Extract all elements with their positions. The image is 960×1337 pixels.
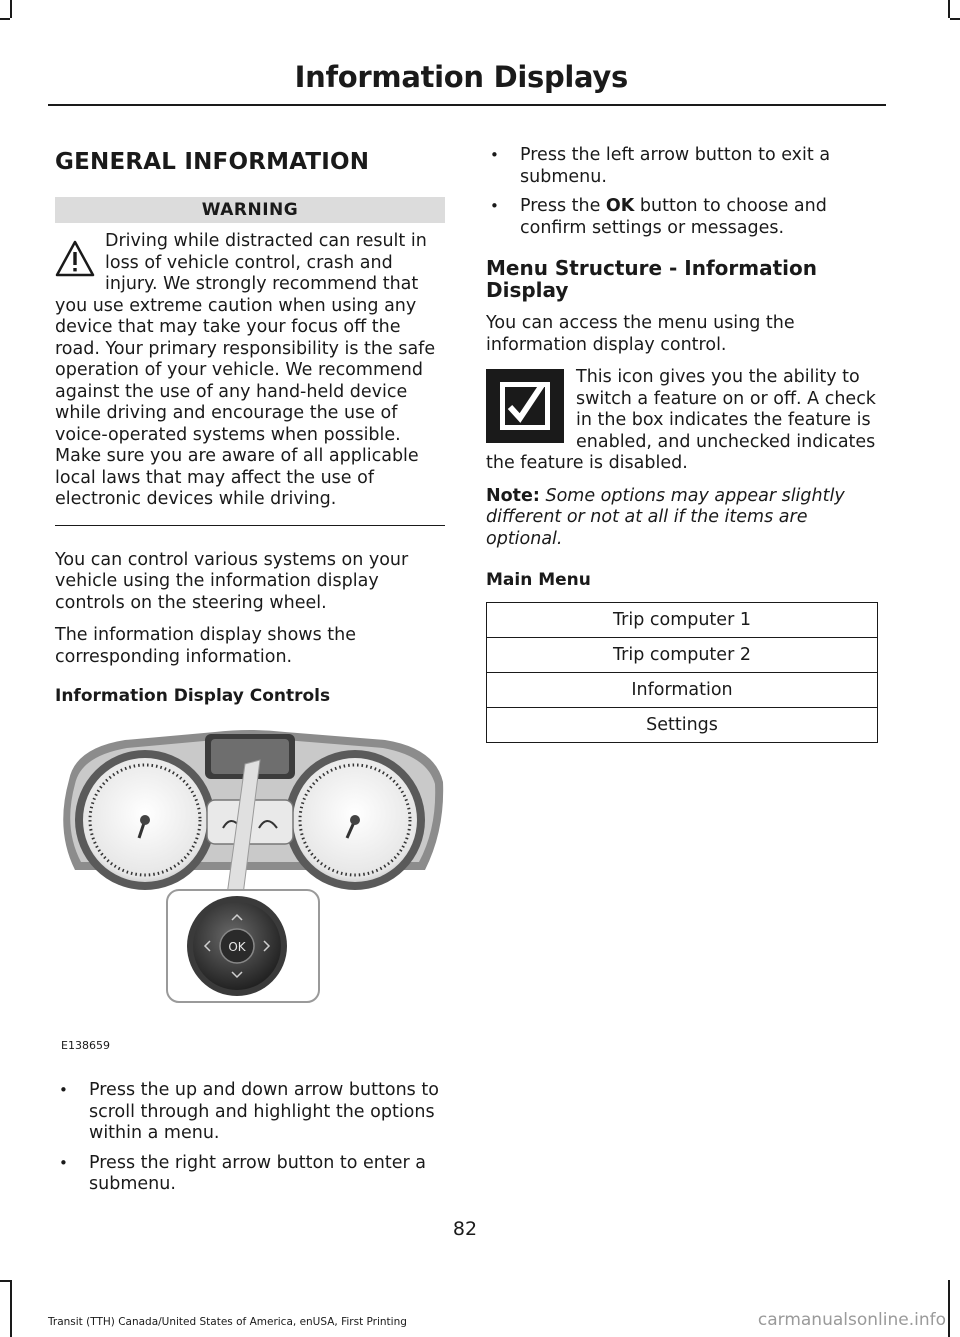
bullet-list	[486, 145, 878, 239]
right-column	[486, 145, 878, 743]
footer-text: Transit (TTH) Canada/United States of America, enUSA, First Printing	[48, 1316, 407, 1328]
bullet-text: button to choose and confirm settings or messages.	[520, 196, 827, 238]
instrument-cluster-illustration	[55, 720, 445, 1060]
list-item: • Press the right arrow button to enter a submenu.	[55, 1153, 445, 1196]
paragraph: The information display shows the corresponding information.	[55, 625, 357, 667]
bullet-bold-text: OK	[605, 196, 635, 216]
list-item: • Press the up and down arrow buttons to scroll through and highlight the options within a menu.	[55, 1080, 445, 1145]
note-text: Some options may appear slightly different or not at all if the items are optional.	[486, 485, 845, 549]
page-number: 82	[452, 1218, 478, 1240]
instrument-cluster-figure	[55, 720, 445, 1060]
paragraph: You can control various systems on your vehicle using the information display controls on the steering wheel.	[55, 549, 409, 613]
icon-description	[486, 367, 878, 475]
left-column	[55, 145, 445, 1208]
crop-mark	[948, 0, 950, 18]
figure-code: E138659	[61, 1039, 110, 1052]
ok-button-label: OK	[228, 940, 246, 954]
warning-header: WARNING	[55, 197, 445, 223]
list-item: • Press the left arrow button to exit a submenu.	[486, 145, 878, 188]
bullet-text: Press the	[520, 196, 606, 216]
watermark[interactable]: carmanualsonline.info	[757, 1310, 946, 1330]
table-row	[487, 638, 878, 673]
page-header-title: Information Displays	[294, 60, 628, 94]
table-row	[487, 708, 878, 743]
main-menu-heading: Main Menu	[486, 570, 591, 590]
note-label: Note:	[486, 485, 540, 506]
crop-mark	[950, 18, 960, 20]
table-cell: Trip computer 2	[487, 638, 878, 673]
table-cell: Settings	[487, 708, 878, 743]
table-cell: Information	[487, 673, 878, 708]
crop-mark	[0, 18, 10, 20]
header-rule	[48, 104, 886, 106]
table-cell: Trip computer 1	[487, 603, 878, 638]
crop-mark	[10, 0, 12, 18]
bullet-list	[55, 1080, 445, 1196]
warning-text: Driving while distracted can result in loss of vehicle control, crash and injury. We strongly recommend that you use extreme caution when using any device that may take your focus off the road. Your primary responsibility is the safe operation of your vehicle. We recommend against the use of any hand-held device while driving and encourage the use of voice-operated systems when possible. Make sure you are aware of all applicable local laws that may affect the use of electronic devices while driving.	[55, 231, 436, 509]
controls-heading: Information Display Controls	[55, 686, 331, 706]
warning-box	[55, 231, 445, 526]
list-item	[486, 196, 878, 239]
note	[486, 486, 878, 551]
crop-mark	[10, 1280, 12, 1337]
table-row	[487, 673, 878, 708]
paragraph: You can access the menu using the information display control.	[486, 313, 795, 355]
main-menu-table	[486, 602, 878, 743]
section-title: GENERAL INFORMATION	[55, 149, 370, 175]
crop-mark	[0, 1280, 10, 1282]
menu-structure-heading: Menu Structure - Information Display	[486, 256, 817, 302]
table-row	[487, 603, 878, 638]
crop-mark	[948, 1280, 950, 1337]
icon-description-text: This icon gives you the ability to switch a feature on or off. A check in the box indicates the feature is enabled, and unchecked indicates the feature is disabled.	[486, 367, 876, 473]
